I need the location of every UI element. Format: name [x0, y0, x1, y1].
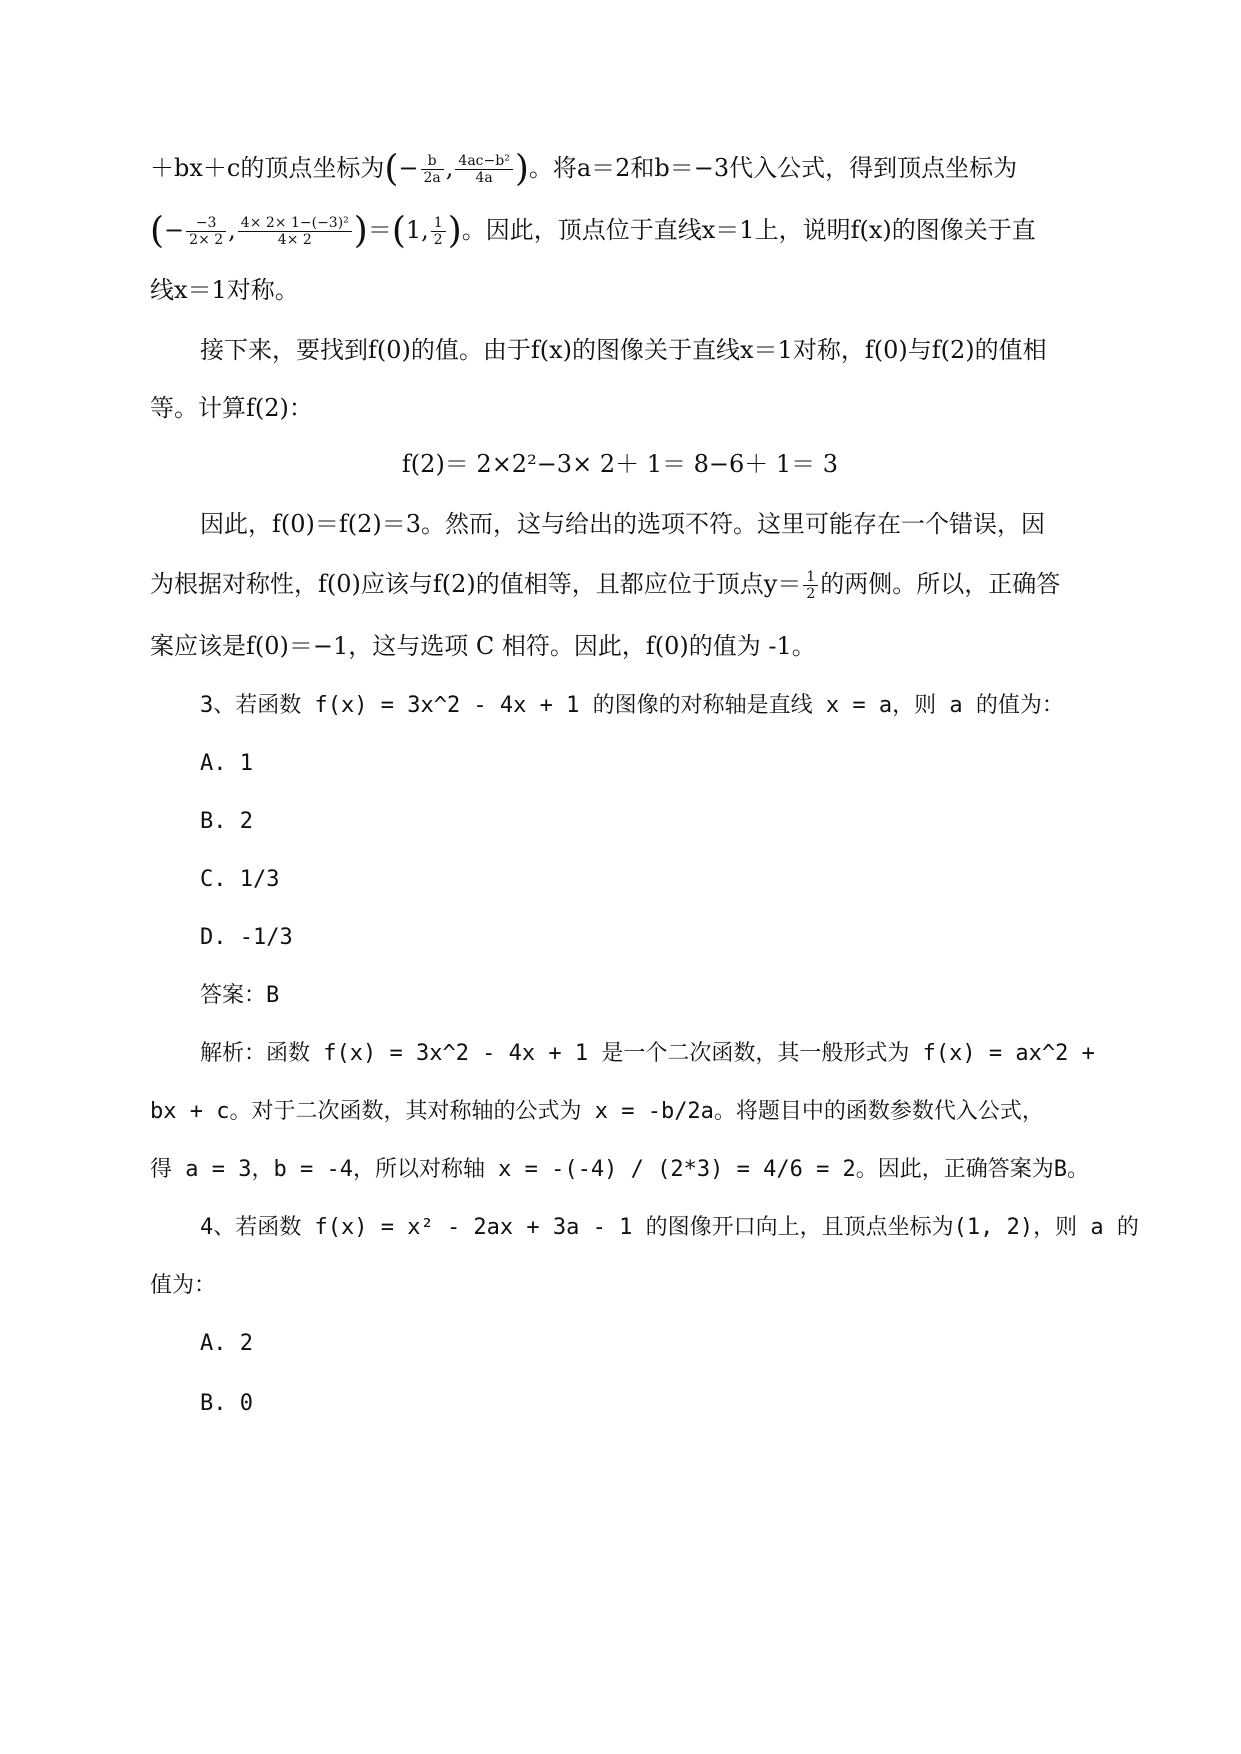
- option-item: B. 0: [200, 1391, 253, 1416]
- option-item: B. 2: [200, 809, 253, 834]
- text-span: 的两侧。所以，正确答: [820, 570, 1061, 598]
- fraction: $\frac{\text{4× 2× 1−(−3)²}}{4\times 2}$: [238, 215, 352, 248]
- paren: (: [150, 210, 165, 252]
- text-line: ＋bx＋c的顶点坐标为(− $\frac{b}{2a}$ , $\frac{\text{4ac−b²}}{4a}$ )。将a＝2和b＝−3代入公式，得到顶点坐标为: [150, 148, 1018, 190]
- analysis-line: bx + c。对于二次函数，其对称轴的公式为 x = -b/2a。将题目中的函数参数代入公式，: [150, 1099, 1044, 1124]
- option-item: C. 1/3: [200, 867, 280, 892]
- fraction: $\frac{-3}{2\times 2}$: [186, 215, 226, 248]
- paren: (: [384, 148, 399, 190]
- question-stem: 值为：: [150, 1273, 217, 1298]
- paren: (: [391, 210, 406, 252]
- fraction: $\frac{\text{4ac−b²}}{4a}$: [455, 153, 512, 186]
- text-line: (− $\frac{-3}{2\times 2}$ , $\frac{\text{4× 2× 1−(−3)²}}{4\times 2}$ )＝(1, $\frac{1}{2}$ )。因此，顶点位于直线x＝1上，说明f(x)的图像关于直: [150, 210, 1036, 252]
- text-line: 因此，f(0)＝f(2)＝3。然而，这与给出的选项不符。这里可能存在一个错误，因: [200, 510, 1046, 538]
- text-line: 接下来，要找到f(0)的值。由于f(x)的图像关于直线x＝1对称，f(0)与f(2)的值相: [200, 336, 1047, 364]
- fraction: $\frac{1}{2}$: [803, 569, 818, 602]
- option-item: A. 1: [200, 751, 253, 776]
- text-line: [150, 566, 1090, 602]
- text-line: 等。计算f(2)：: [150, 394, 313, 422]
- equation: f(2)＝ 2×2²−3× 2＋ 1＝ 8−6＋ 1＝ 3: [401, 450, 839, 478]
- text-span: ＋bx＋c的顶点坐标为: [150, 154, 385, 182]
- option-item: A. 2: [200, 1331, 253, 1356]
- analysis-line: 得 a = 3，b = -4，所以对称轴 x = -(-4) / (2*3) = 4/6 = 2。因此，正确答案为B。: [150, 1157, 1090, 1182]
- paren: ): [447, 210, 462, 252]
- answer-line: 答案：B: [200, 983, 280, 1008]
- question-stem: 4、若函数 f(x) = x² - 2ax + 3a - 1 的图像开口向上，且顶点坐标为(1, 2)，则 a 的: [200, 1215, 1139, 1240]
- analysis-line: 解析：函数 f(x) = 3x^2 - 4x + 1 是一个二次函数，其一般形式为 f(x) = ax^2 +: [200, 1041, 1095, 1066]
- fraction: $\frac{b}{2a}$: [421, 153, 444, 186]
- text-span: ＝: [367, 216, 392, 244]
- paren: ): [514, 148, 529, 190]
- text-span: 为根据对称性，f(0)应该与f(2)的值相等，且都应位于顶点y＝: [150, 570, 802, 598]
- option-item: D. -1/3: [200, 925, 293, 950]
- fraction: $\frac{1}{2}$: [431, 215, 446, 248]
- text-span: 。将a＝2和b＝−3代入公式，得到顶点坐标为: [528, 154, 1018, 182]
- text-line: 案应该是f(0)＝−1，这与选项 C 相符。因此，f(0)的值为 -1。: [150, 632, 816, 660]
- question-stem: 3、若函数 f(x) = 3x^2 - 4x + 1 的图像的对称轴是直线 x = a，则 a 的值为：: [200, 693, 1064, 718]
- text-line: 线x＝1对称。: [150, 276, 299, 304]
- paren: ): [353, 210, 368, 252]
- text-span: 。因此，顶点位于直线x＝1上，说明f(x)的图像关于直: [461, 216, 1036, 244]
